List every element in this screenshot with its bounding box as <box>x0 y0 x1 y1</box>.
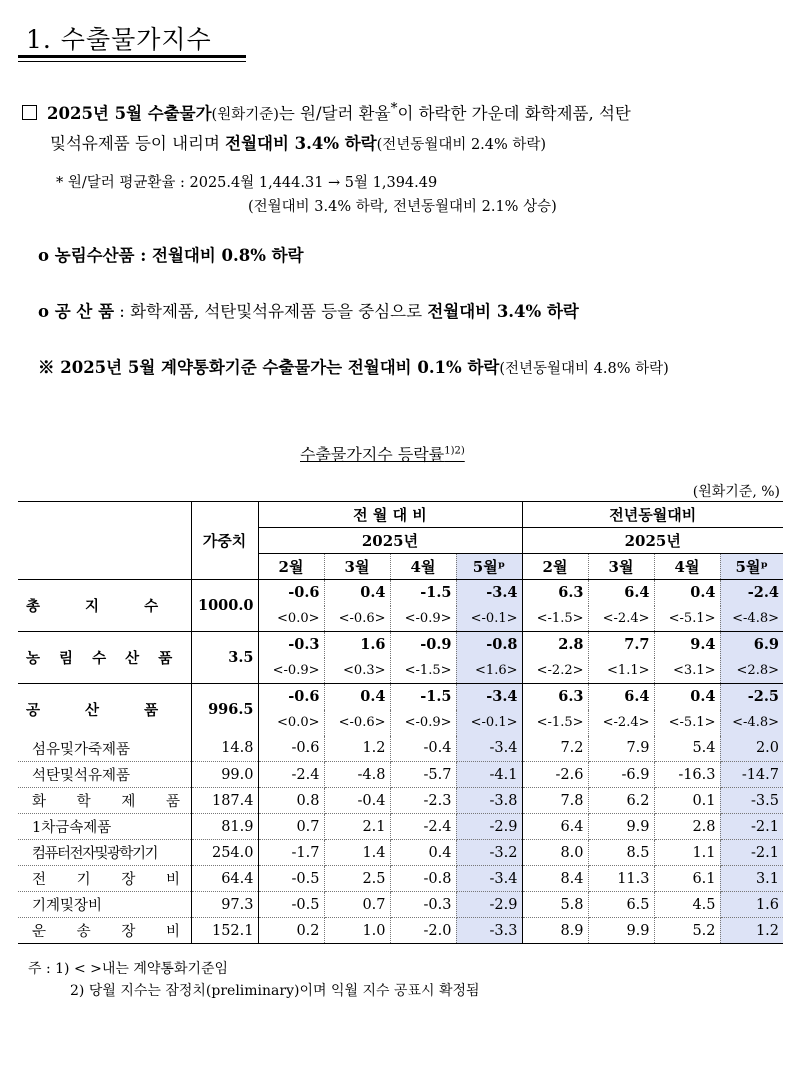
header-month: 2월 <box>258 554 324 580</box>
table-title-text: 수출물가지수 등락률 <box>300 445 445 464</box>
contract-cell: <-4.8> <box>720 710 783 736</box>
subrow-value: 6.1 <box>654 866 720 892</box>
subrow-weight: 152.1 <box>191 918 258 944</box>
bullet-industrial <box>38 298 579 322</box>
subrow-value: 8.4 <box>522 866 588 892</box>
subrow-name <box>18 840 191 866</box>
subrow-value: 2.8 <box>654 814 720 840</box>
subrow-value: 1.4 <box>324 840 390 866</box>
contract-cell: <-0.9> <box>258 658 324 684</box>
header-month: 4월 <box>654 554 720 580</box>
contract-cell: <0.0> <box>258 710 324 736</box>
subrow-value: -1.7 <box>258 840 324 866</box>
subrow-value: 2.1 <box>324 814 390 840</box>
subrow-value: -0.4 <box>324 788 390 814</box>
value-cell: -1.5 <box>390 580 456 606</box>
subrow-value: -6.9 <box>588 762 654 788</box>
subrow-value: 8.9 <box>522 918 588 944</box>
table-title <box>300 442 465 465</box>
subrow-weight: 81.9 <box>191 814 258 840</box>
contract-cell: <-1.5> <box>390 658 456 684</box>
subrow-value: 8.0 <box>522 840 588 866</box>
subrow-weight: 64.4 <box>191 866 258 892</box>
subrow-value: -0.3 <box>390 892 456 918</box>
subrow-value: 0.1 <box>654 788 720 814</box>
exchange-rate-note-line1: * 원/달러 평균환율 : 2025.4월 1,444.31 → 5월 1,394.49 <box>56 175 438 191</box>
row-name-text: 총 지 수 <box>26 598 159 615</box>
value-cell: -0.6 <box>258 684 324 710</box>
subrow-value: -3.4 <box>456 736 522 762</box>
subrow-value: -14.7 <box>720 762 783 788</box>
subrow-value: -3.5 <box>720 788 783 814</box>
subrow-value: 5.2 <box>654 918 720 944</box>
subrow-name-text: 컴퓨터전자및광학기기 <box>32 846 158 862</box>
subrow-value: 1.6 <box>720 892 783 918</box>
subrow-name <box>18 918 191 944</box>
industrial-label: o 공 산 품 <box>38 302 115 321</box>
subrow-value: -0.5 <box>258 866 324 892</box>
contract-cell: <0.0> <box>258 606 324 632</box>
subrow-name-text: 화 학 제 품 <box>32 794 180 810</box>
subrow-value: 0.2 <box>258 918 324 944</box>
header-mom: 전 월 대 비 <box>258 502 522 528</box>
summary-line2-paren: (전년동월대비 2.4% 하락) <box>376 137 547 153</box>
row-weight: 996.5 <box>191 684 258 736</box>
subrow-name-text: 석탄및석유제품 <box>32 768 131 784</box>
bullet-contract-currency <box>38 354 669 378</box>
row-name-text: 공 산 품 <box>26 702 159 720</box>
value-cell: -0.9 <box>390 632 456 658</box>
contract-cell: <3.1> <box>654 658 720 684</box>
value-cell: 6.9 <box>720 632 783 658</box>
header-month: 5월ᵖ <box>456 554 522 580</box>
contract-cell: <1.1> <box>588 658 654 684</box>
section-title-box <box>18 14 246 62</box>
section-title: 1. 수출물가지수 <box>26 25 212 54</box>
value-cell: -2.4 <box>720 580 783 606</box>
value-cell: -3.4 <box>456 684 522 710</box>
header-yoy: 전년동월대비 <box>522 502 783 528</box>
subrow-weight: 14.8 <box>191 736 258 762</box>
industrial-plain: : 화학제품, 석탄및석유제품 등을 중심으로 <box>114 302 428 321</box>
summary-line2-bold: 전월대비 3.4% 하락 <box>225 134 377 153</box>
header-month: 5월ᵖ <box>720 554 783 580</box>
contract-cell: <-0.9> <box>390 710 456 736</box>
subrow-value: 3.1 <box>720 866 783 892</box>
header-month: 3월 <box>588 554 654 580</box>
subrow-value: -4.8 <box>324 762 390 788</box>
subrow-name <box>18 736 191 762</box>
value-cell: 9.4 <box>654 632 720 658</box>
value-cell: -1.5 <box>390 684 456 710</box>
subrow-weight: 187.4 <box>191 788 258 814</box>
subrow-value: 0.4 <box>390 840 456 866</box>
subrow-value: 4.5 <box>654 892 720 918</box>
contract-paren: (전년동월대비 4.8% 하락) <box>499 361 669 377</box>
header-year-mom: 2025년 <box>258 528 522 554</box>
subrow-name <box>18 788 191 814</box>
bullet-agri <box>38 242 304 266</box>
subrow-value: 6.5 <box>588 892 654 918</box>
summary-star: * <box>390 100 398 117</box>
value-cell: -0.6 <box>258 580 324 606</box>
summary-paren: (원화기준) <box>211 107 279 123</box>
subrow-weight: 97.3 <box>191 892 258 918</box>
contract-cell: <-5.1> <box>654 606 720 632</box>
subrow-value: 0.7 <box>258 814 324 840</box>
subrow-value: 7.9 <box>588 736 654 762</box>
subrow-value: -3.4 <box>456 866 522 892</box>
subrow-value: -2.4 <box>258 762 324 788</box>
subrow-value: 2.5 <box>324 866 390 892</box>
value-cell: -0.8 <box>456 632 522 658</box>
contract-cell: <1.6> <box>456 658 522 684</box>
subrow-name <box>18 866 191 892</box>
bullet-summary-line2 <box>50 130 546 154</box>
row-weight: 3.5 <box>191 632 258 684</box>
header-blank <box>18 502 191 580</box>
subrow-value: -2.3 <box>390 788 456 814</box>
header-month: 4월 <box>390 554 456 580</box>
subrow-name-text: 섬유및가죽제품 <box>32 741 131 758</box>
subrow-value: 5.8 <box>522 892 588 918</box>
subrow-value: 6.2 <box>588 788 654 814</box>
value-cell: 6.3 <box>522 684 588 710</box>
subrow-value: -2.9 <box>456 814 522 840</box>
contract-cell: <-2.2> <box>522 658 588 684</box>
note-1: 주 : 1) < >내는 계약통화기준임 <box>28 961 229 977</box>
contract-cell: <2.8> <box>720 658 783 684</box>
subrow-value: 8.5 <box>588 840 654 866</box>
summary-lead: 2025년 5월 수출물가 <box>47 104 212 123</box>
subrow-value: -0.5 <box>258 892 324 918</box>
value-cell: 6.4 <box>588 580 654 606</box>
value-cell: 0.4 <box>654 580 720 606</box>
subrow-value: 1.0 <box>324 918 390 944</box>
subrow-value: 0.8 <box>258 788 324 814</box>
subrow-value: 6.4 <box>522 814 588 840</box>
subrow-value: 1.2 <box>324 736 390 762</box>
checkbox-icon <box>22 105 37 120</box>
contract-cell: <-2.4> <box>588 710 654 736</box>
subrow-value: 11.3 <box>588 866 654 892</box>
subrow-value: -4.1 <box>456 762 522 788</box>
header-month: 2월 <box>522 554 588 580</box>
subrow-name-text: 기계및장비 <box>32 898 103 914</box>
header-weight: 가중치 <box>191 502 258 580</box>
subrow-value: 1.2 <box>720 918 783 944</box>
value-cell: 6.4 <box>588 684 654 710</box>
subrow-value: -0.6 <box>258 736 324 762</box>
subrow-value: -3.8 <box>456 788 522 814</box>
agri-text: 전월대비 0.8% 하락 <box>152 246 304 265</box>
contract-cell: <-2.4> <box>588 606 654 632</box>
subrow-value: -2.1 <box>720 814 783 840</box>
subrow-value: -5.7 <box>390 762 456 788</box>
contract-cell: <-1.5> <box>522 606 588 632</box>
subrow-name-text: 운 송 장 비 <box>32 924 180 940</box>
row-name <box>18 632 191 684</box>
bullet-summary-line1 <box>22 100 631 124</box>
note-2: 2) 당월 지수는 잠정치(preliminary)이며 익월 지수 공표시 확정됨 <box>70 983 480 999</box>
value-cell: 0.4 <box>324 580 390 606</box>
subrow-name-text: 전 기 장 비 <box>32 872 180 888</box>
value-cell: 1.6 <box>324 632 390 658</box>
subrow-name <box>18 892 191 918</box>
subrow-value: 9.9 <box>588 814 654 840</box>
subrow-value: -2.1 <box>720 840 783 866</box>
subrow-value: 1.1 <box>654 840 720 866</box>
contract-cell: <-0.9> <box>390 606 456 632</box>
row-name <box>18 580 191 632</box>
table-title-sup: 1)2) <box>444 445 465 457</box>
value-cell: -3.4 <box>456 580 522 606</box>
header-year-yoy: 2025년 <box>522 528 783 554</box>
subrow-name <box>18 814 191 840</box>
contract-cell: <-0.1> <box>456 710 522 736</box>
subrow-name-text: 1차금속제품 <box>32 820 112 836</box>
header-month: 3월 <box>324 554 390 580</box>
subrow-weight: 99.0 <box>191 762 258 788</box>
summary-mid: 는 원/달러 환율 <box>278 104 391 123</box>
contract-cell: <-4.8> <box>720 606 783 632</box>
subrow-value: -3.2 <box>456 840 522 866</box>
subrow-value: -2.0 <box>390 918 456 944</box>
row-weight: 1000.0 <box>191 580 258 632</box>
subrow-value: 2.0 <box>720 736 783 762</box>
export-price-table <box>18 501 783 944</box>
contract-cell: <-1.5> <box>522 710 588 736</box>
contract-cell: <-0.6> <box>324 606 390 632</box>
contract-cell: <-0.6> <box>324 710 390 736</box>
contract-cell: <-5.1> <box>654 710 720 736</box>
subrow-value: 7.2 <box>522 736 588 762</box>
subrow-value: 5.4 <box>654 736 720 762</box>
exchange-rate-note-line2: (전월대비 3.4% 하락, 전년동월대비 2.1% 상승) <box>248 199 557 215</box>
value-cell: -2.5 <box>720 684 783 710</box>
table-unit: (원화기준, %) <box>692 484 780 500</box>
value-cell: 7.7 <box>588 632 654 658</box>
agri-label: o 농림수산품 : <box>38 246 153 265</box>
subrow-value: -2.4 <box>390 814 456 840</box>
subrow-value: -2.9 <box>456 892 522 918</box>
contract-cell: <-0.1> <box>456 606 522 632</box>
value-cell: 0.4 <box>324 684 390 710</box>
subrow-value: 9.9 <box>588 918 654 944</box>
value-cell: 2.8 <box>522 632 588 658</box>
industrial-bold: 전월대비 3.4% 하락 <box>427 302 579 321</box>
summary-line2-plain: 및석유제품 등이 내리며 <box>50 134 226 153</box>
subrow-value: -3.3 <box>456 918 522 944</box>
value-cell: 0.4 <box>654 684 720 710</box>
subrow-name <box>18 762 191 788</box>
subrow-value: 7.8 <box>522 788 588 814</box>
subrow-value: -0.4 <box>390 736 456 762</box>
contract-cell: <0.3> <box>324 658 390 684</box>
value-cell: -0.3 <box>258 632 324 658</box>
row-name-text: 농 림 수 산 품 <box>26 650 173 667</box>
subrow-value: -0.8 <box>390 866 456 892</box>
subrow-value: -16.3 <box>654 762 720 788</box>
contract-bold: ※ 2025년 5월 계약통화기준 수출물가는 전월대비 0.1% 하락 <box>38 358 500 377</box>
summary-rest: 이 하락한 가운데 화학제품, 석탄 <box>397 104 631 123</box>
subrow-value: 0.7 <box>324 892 390 918</box>
row-name <box>18 684 191 736</box>
subrow-weight: 254.0 <box>191 840 258 866</box>
subrow-value: -2.6 <box>522 762 588 788</box>
value-cell: 6.3 <box>522 580 588 606</box>
